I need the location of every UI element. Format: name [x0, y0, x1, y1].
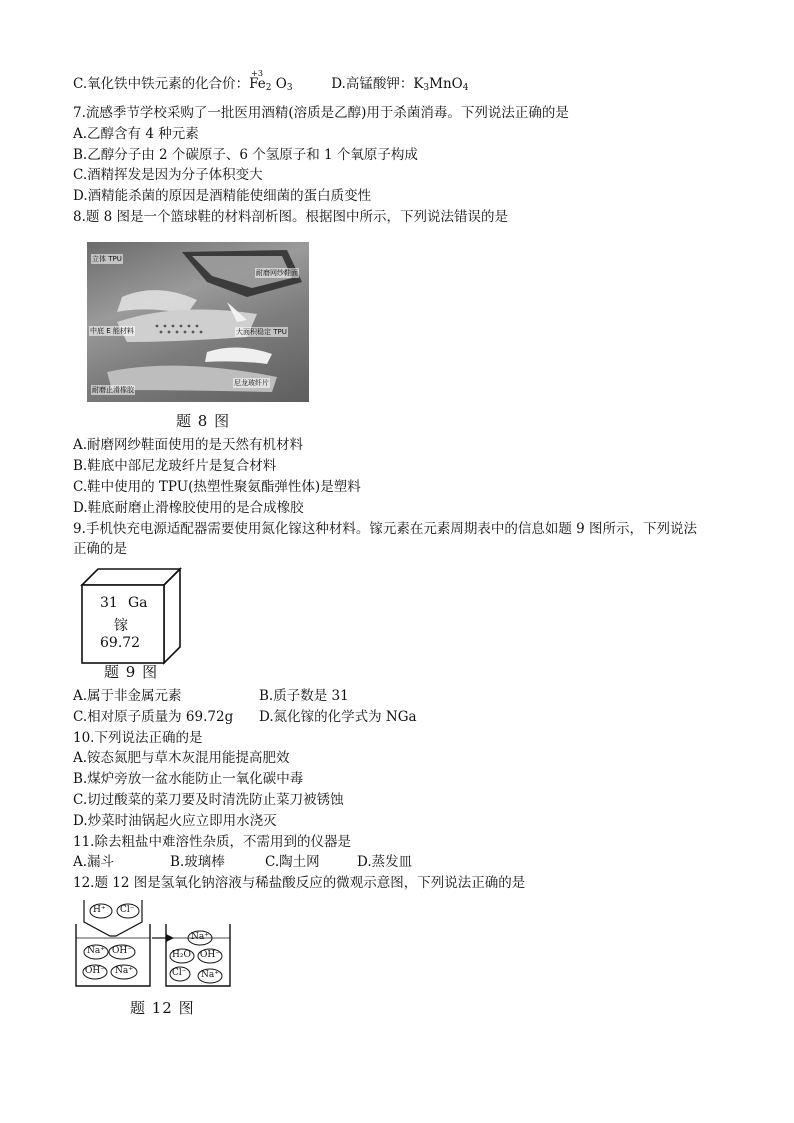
ion-cl-minus: Cl⁻ — [120, 905, 135, 915]
q6-option-c-d — [73, 69, 469, 97]
q10-option-a: A.铵态氮肥与草木灰混用能提高肥效 — [73, 750, 290, 766]
label-3d-tpu: 立体 TPU — [92, 255, 122, 263]
q11-option-d: D.蒸发皿 — [357, 854, 413, 870]
ion-oh-minus: OH⁻ — [200, 950, 220, 960]
q9-option-d: D.氮化镓的化学式为 NGa — [259, 709, 417, 725]
figure-12-caption: 题 12 图 — [130, 999, 195, 1017]
formula-sub: 3 — [286, 83, 293, 93]
figure-9-caption: 题 9 图 — [104, 663, 159, 681]
formula-mno: MnO — [429, 76, 463, 92]
atomic-number: 31 — [100, 595, 118, 611]
q7-option-b: B.乙醇分子由 2 个碳原子、6 个氢原子和 1 个氧原子构成 — [73, 147, 418, 163]
q9-option-c: C.相对原子质量为 69.72g — [73, 709, 234, 725]
q8-stem: 8.题 8 图是一个篮球鞋的材料剖析图。根据图中所示，下列说法错误的是 — [73, 209, 509, 225]
q11-option-a: A.漏斗 — [73, 854, 115, 870]
formula-sub: 2 — [265, 83, 272, 93]
ion-na-plus: Na⁺ — [87, 946, 105, 956]
q10-stem: 10.下列说法正确的是 — [73, 730, 203, 746]
label-mesh-upper: 耐磨网纱鞋面 — [256, 269, 298, 277]
reaction-diagram — [70, 894, 240, 994]
shoe-material-photo — [87, 242, 309, 402]
q10-option-d: D.炒菜时油锅起火应立即用水浇灭 — [73, 813, 277, 829]
ion-cl-minus: Cl⁻ — [172, 968, 187, 978]
q9-stem-cont: 正确的是 — [73, 541, 127, 557]
formula-o: O — [271, 76, 287, 92]
ion-na-plus: Na⁺ — [191, 932, 209, 942]
q11-option-b: B.玻璃棒 — [170, 854, 225, 870]
q9-option-a: A.属于非金属元素 — [73, 688, 182, 704]
figure-8-caption: 题 8 图 — [176, 412, 231, 430]
label-nylon-plate: 尼龙玻纤片 — [234, 379, 269, 387]
q10-option-b: B.煤炉旁放一盆水能防止一氧化碳中毒 — [73, 771, 304, 787]
q12-stem: 12.题 12 图是氢氧化钠溶液与稀盐酸反应的微观示意图，下列说法正确的是 — [73, 875, 526, 891]
q11-option-c: C.陶土网 — [265, 854, 320, 870]
q7-option-d: D.酒精能杀菌的原因是酒精能使细菌的蛋白质变性 — [73, 188, 372, 204]
water-molecule: H₂O — [172, 950, 191, 960]
formula-fe: Fe — [249, 76, 266, 92]
ion-na-plus: Na⁺ — [201, 970, 219, 980]
label-rubber-outsole: 耐磨止滑橡胶 — [92, 386, 134, 394]
atomic-mass: 69.72 — [100, 635, 141, 651]
element-name: 镓 — [114, 618, 128, 634]
q6-option-d: D.高锰酸钾：K — [331, 76, 424, 92]
valence-superscript: +3 — [251, 69, 263, 78]
q8-option-a: A.耐磨网纱鞋面使用的是天然有机材料 — [73, 437, 304, 453]
q9-option-b: B.质子数是 31 — [259, 688, 349, 704]
fe2o3-formula — [249, 69, 293, 97]
q8-option-c: C.鞋中使用的 TPU(热塑性聚氨酯弹性体)是塑料 — [73, 479, 361, 495]
formula-sub: 3 — [423, 83, 430, 93]
element-symbol: Ga — [128, 595, 148, 611]
formula-sub: 4 — [462, 83, 469, 93]
q9-stem: 9.手机快充电源适配器需要使用氮化镓这种材料。镓元素在元素周期表中的信息如题 9 图所示，下列说法 — [73, 521, 698, 537]
q6-option-c: C.氧化铁中铁元素的化合价： — [73, 76, 250, 92]
ion-h-plus: H⁺ — [93, 905, 106, 915]
label-large-tpu: 大面积稳定 TPU — [236, 328, 287, 336]
ion-na-plus: Na⁺ — [115, 966, 133, 976]
ion-oh-minus: OH⁻ — [112, 946, 132, 956]
q8-option-b: B.鞋底中部尼龙玻纤片是复合材料 — [73, 458, 277, 474]
q8-option-d: D.鞋底耐磨止滑橡胶使用的是合成橡胶 — [73, 500, 304, 516]
q7-stem: 7.流感季节学校采购了一批医用酒精(溶质是乙醇)用于杀菌消毒。下列说法正确的是 — [73, 105, 569, 121]
label-midsole: 中底 E 能材料 — [90, 327, 134, 335]
q7-option-a: A.乙醇含有 4 种元素 — [73, 126, 199, 142]
gallium-element-card — [72, 565, 182, 665]
q10-option-c: C.切过酸菜的菜刀要及时清洗防止菜刀被锈蚀 — [73, 792, 344, 808]
q7-option-c: C.酒精挥发是因为分子体积变大 — [73, 167, 263, 183]
shoe-sketch — [87, 242, 309, 402]
q11-stem: 11.除去粗盐中难溶性杂质，不需用到的仪器是 — [73, 834, 351, 850]
ion-oh-minus: OH⁻ — [85, 966, 105, 976]
